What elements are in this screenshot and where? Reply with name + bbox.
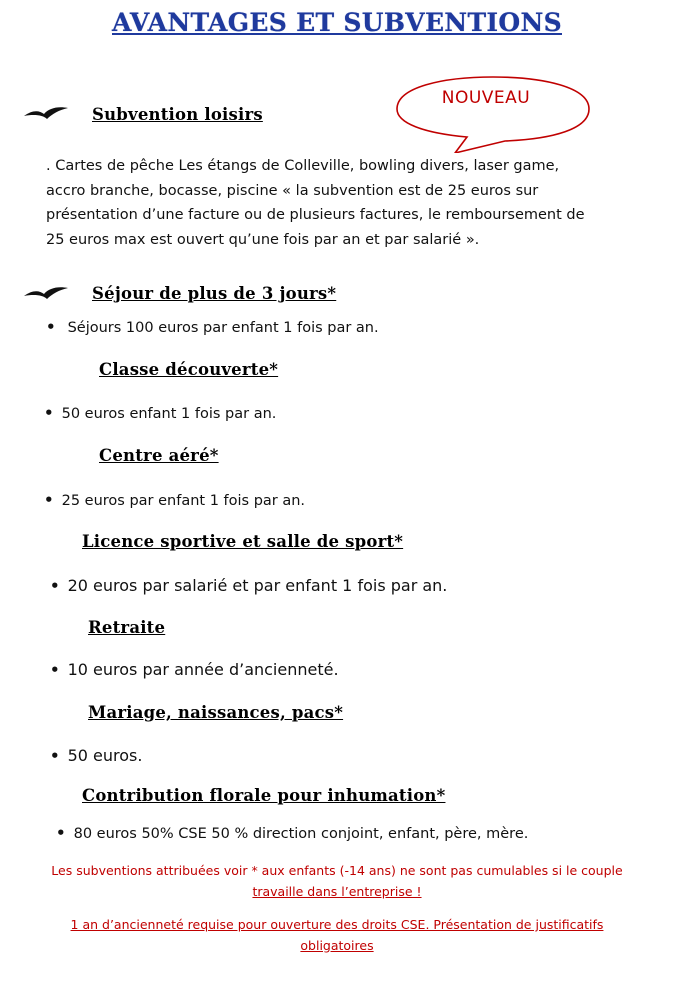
heading-licence-sportive: Licence sportive et salle de sport* [82, 532, 404, 551]
heading-centre-aere: Centre aéré* [99, 446, 219, 465]
florale-text: 80 euros 50% CSE 50 % direction conjoint, enfant, père, mère. [73, 826, 529, 842]
retraite-text: 10 euros par année d’ancienneté. [67, 660, 339, 679]
heading-classe-decouverte: Classe découverte* [99, 360, 279, 379]
classe-text: 50 euros enfant 1 fois par an. [61, 406, 277, 422]
list-item-centre [44, 491, 305, 509]
speech-bubble-icon [393, 73, 593, 153]
list-item-mariage [50, 746, 142, 765]
bullet-dot: • [44, 491, 54, 509]
list-item-retraite [50, 660, 339, 679]
sejour-text: Séjours 100 euros par enfant 1 fois par an. [67, 320, 379, 336]
notice-cumul-line-1: Les subventions attribuées voir * aux enfants (-14 ans) ne sont pas cumulables si le couple [51, 863, 623, 878]
bullet-dot: • [50, 747, 60, 765]
notice-anciennete-line-1: 1 an d’ancienneté requise pour ouverture des droits CSE. Présentation de justificatifs [70, 917, 604, 932]
notice-cumul [0, 860, 674, 902]
loisirs-line-2: accro branche, bocasse, piscine « la subvention est de 25 euros sur [46, 182, 539, 199]
heading-contribution-florale: Contribution florale pour inhumation* [82, 786, 446, 805]
heading-mariage: Mariage, naissances, pacs* [88, 703, 344, 722]
notice-anciennete [0, 914, 674, 956]
seagull-icon [22, 283, 70, 303]
loisirs-line-4: 25 euros max est ouvert qu’une fois par an et par salarié ». [46, 231, 480, 248]
page-title: AVANTAGES ET SUBVENTIONS [112, 8, 562, 37]
heading-sejour: Séjour de plus de 3 jours* [92, 284, 337, 303]
mariage-text: 50 euros. [67, 746, 143, 765]
nouveau-badge: NOUVEAU [441, 88, 531, 108]
notice-anciennete-line-2: obligatoires [300, 938, 374, 953]
seagull-icon [22, 103, 70, 123]
licence-text: 20 euros par salarié et par enfant 1 fois par an. [67, 576, 448, 595]
centre-text: 25 euros par enfant 1 fois par an. [61, 493, 306, 509]
bullet-dot: • [56, 824, 66, 842]
list-item-florale [56, 824, 528, 842]
heading-retraite: Retraite [88, 618, 166, 637]
loisirs-paragraph [46, 154, 656, 252]
list-item-classe [44, 404, 276, 422]
loisirs-line-1: . Cartes de pêche Les étangs de Colleville, bowling divers, laser game, [46, 158, 560, 174]
list-item-licence [50, 576, 447, 595]
notice-cumul-line-2: travaille dans l’entreprise ! [252, 884, 422, 899]
loisirs-line-3: présentation d’une facture ou de plusieurs factures, le remboursement de [46, 207, 585, 223]
bullet-dot: • [50, 661, 60, 679]
bullet-dot: • [46, 318, 56, 336]
bullet-dot: • [50, 577, 60, 595]
heading-subvention-loisirs: Subvention loisirs [92, 105, 263, 124]
bullet-dot: • [44, 404, 54, 422]
list-item-sejour [46, 318, 379, 336]
